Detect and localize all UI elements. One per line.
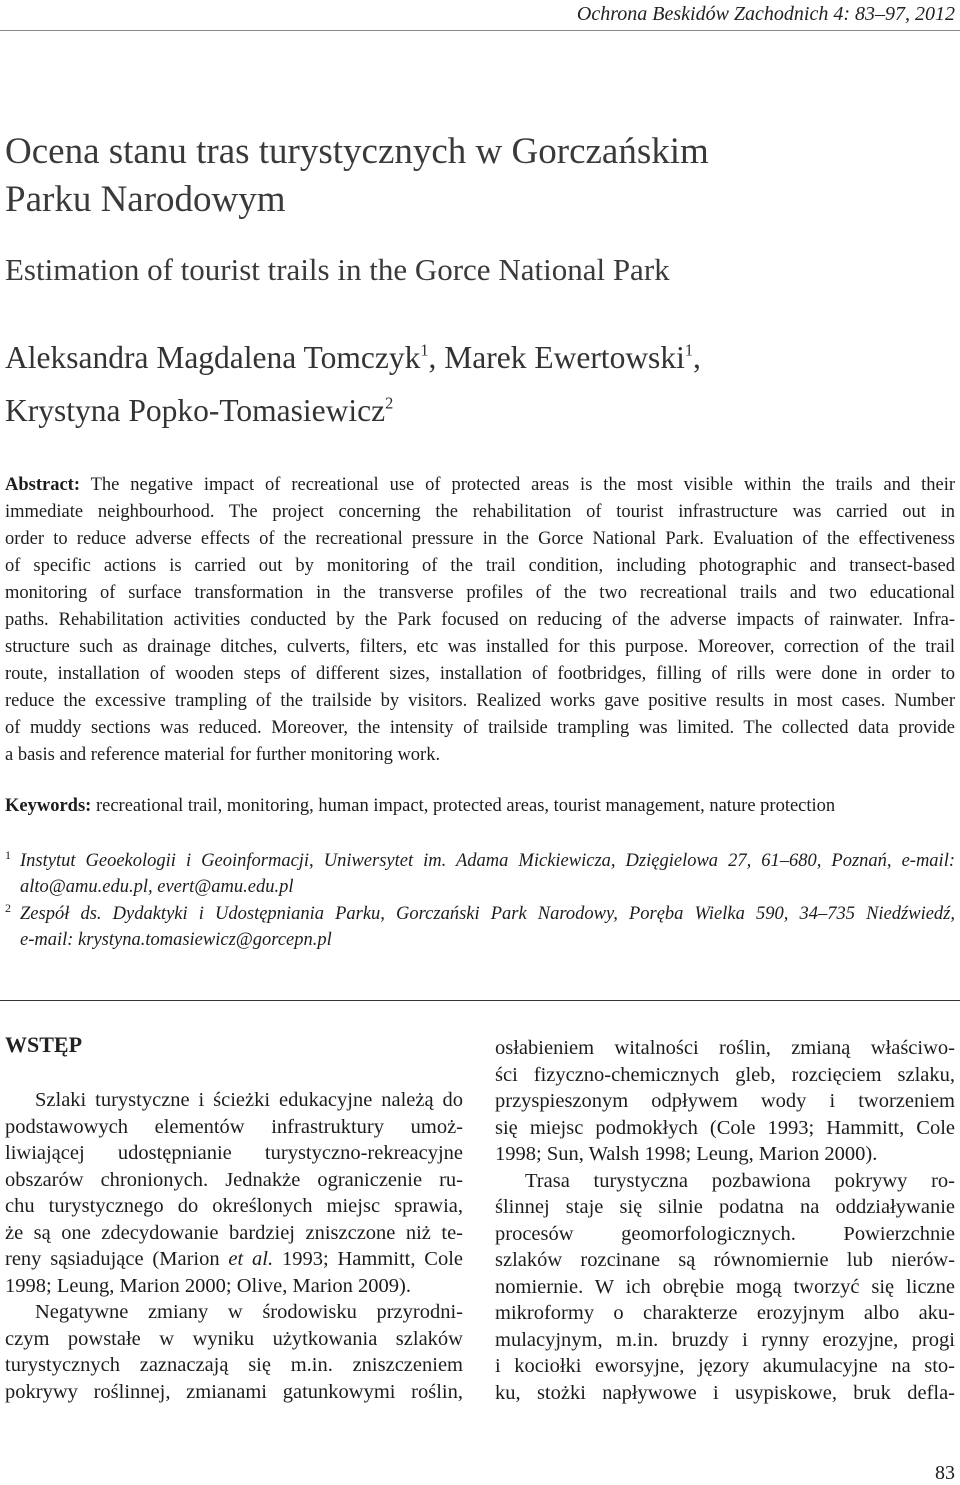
body-line: czym powstałe w wyniku użytkowania szlaków bbox=[5, 1327, 463, 1350]
abstract-line: of specific actions is carried out by monitoring of the trail condition, including photographic and transect-based bbox=[5, 556, 955, 576]
affiliation-mark: 2 bbox=[385, 393, 394, 413]
affiliation-footnotes bbox=[5, 848, 955, 953]
body-line: przyspieszonym odpływem wody i tworzeniem bbox=[495, 1090, 955, 1112]
footnote-mark: 1 bbox=[5, 848, 11, 862]
body-line: się miejsc podmokłych (Cole 1993; Hammitt, Cole bbox=[495, 1116, 955, 1139]
paragraph bbox=[5, 1299, 463, 1405]
body-line: nomiernie. W ich obrębie mogą tworzyć się liczne bbox=[495, 1275, 955, 1298]
author-name: Aleksandra Magdalena Tomczyk bbox=[5, 340, 421, 375]
author-name: Krystyna Popko-Tomasiewicz bbox=[5, 393, 386, 428]
abstract-text: The negative impact of recreational use of protected areas is the most visible within the trails and their bbox=[90, 475, 955, 495]
body-line: że są one zdecydowanie bardziej zniszczone niż te- bbox=[5, 1221, 463, 1244]
abstract-line: monitoring of surface transformation in the transverse profiles of the two recreational trails and two educational bbox=[5, 583, 955, 603]
body-line: Szlaki turystyczne i ścieżki edukacyjne należą do bbox=[35, 1089, 463, 1111]
author-list bbox=[5, 331, 955, 437]
section-rule bbox=[0, 1000, 960, 1001]
body-line bbox=[5, 1246, 463, 1273]
footnote bbox=[5, 901, 955, 954]
body-line: chu turystycznego do określonych miejsc sprawia, bbox=[5, 1195, 463, 1217]
author-line bbox=[5, 331, 955, 384]
keywords bbox=[5, 793, 955, 820]
body-line: Negatywne zmiany w środowisku przyrodni- bbox=[35, 1301, 463, 1323]
author-separator: , bbox=[693, 340, 701, 375]
body-text-italic: et al. bbox=[228, 1248, 274, 1270]
body-line: turystycznych zaznaczają się m.in. zniszczeniem bbox=[5, 1354, 463, 1376]
abstract-line: reduce the excessive trampling of the trailside by visitors. Realized works gave positive results in most cases. Number bbox=[5, 691, 955, 711]
body-line: szlaków rozcinane są równomiernie lub nierów- bbox=[495, 1249, 955, 1271]
abstract-label: Abstract: bbox=[5, 475, 81, 495]
article-title-line: Ocena stanu tras turystycznych w Gorczańskim bbox=[5, 131, 709, 172]
abstract-line: structure such as drainage ditches, culverts, filters, etc was installed for this purpose. Moreover, correction of the trail bbox=[5, 637, 955, 657]
left-column bbox=[5, 1087, 463, 1405]
article-title-line: Parku Narodowym bbox=[5, 179, 286, 220]
body-line: podstawowych elementów infrastruktury umoż- bbox=[5, 1115, 463, 1138]
author-line bbox=[5, 384, 955, 437]
body-line: i kociołki eworsyjne, jęzory akumulacyjne na sto- bbox=[495, 1355, 955, 1377]
paragraph bbox=[495, 1035, 955, 1168]
paragraph bbox=[5, 1087, 463, 1299]
footnote-line: e-mail: krystyna.tomasiewicz@gorcepn.pl bbox=[20, 929, 332, 950]
abstract-line: a basis and reference material for further monitoring work. bbox=[5, 745, 441, 765]
abstract-line: order to reduce adverse effects of the recreational pressure in the Gorce National Park. Evaluation of the effectiveness bbox=[5, 529, 955, 549]
abstract bbox=[5, 472, 955, 769]
header-rule bbox=[0, 30, 960, 31]
keywords-label: Keywords: bbox=[5, 796, 92, 816]
footnote-line: Instytut Geoekologii i Geoinformacji, Uniwersytet im. Adama Mickiewicza, Dzięgielowa 27, 61–680, Poznań, e-mail: bbox=[20, 851, 955, 871]
body-text: reny sąsiadujące (Marion bbox=[5, 1248, 220, 1270]
body-line: ślinnej staje się silnie podatna na oddziaływanie bbox=[495, 1196, 955, 1218]
journal-citation: Ochrona Beskidów Zachodnich 4: 83–97, 2012 bbox=[576, 3, 955, 25]
body-text: 1993; Hammitt, Cole bbox=[281, 1248, 463, 1270]
footnote bbox=[5, 848, 955, 901]
abstract-line: of muddy sections was reduced. Moreover, the intensity of trailside trampling was limited. The collected data provide bbox=[5, 718, 955, 738]
paragraph bbox=[495, 1168, 955, 1407]
affiliation-mark: 1 bbox=[420, 340, 429, 360]
keywords-text: recreational trail, monitoring, human impact, protected areas, tourist management, nature protection bbox=[95, 796, 836, 816]
body-line: procesów geomorfologicznych. Powierzchnie bbox=[495, 1222, 955, 1245]
body-line: mikroformy o charakterze erozyjnym albo aku- bbox=[495, 1302, 955, 1324]
body-line: ku, stożki napływowe i usypiskowe, bruk defla- bbox=[495, 1381, 955, 1404]
page-number: 83 bbox=[935, 1462, 955, 1484]
author-separator: , bbox=[428, 340, 437, 375]
body-line: liwiającej udostępnianie turystyczno-rekreacyjne bbox=[5, 1142, 463, 1164]
body-line: obszarów chronionych. Jednakże ograniczenie ru- bbox=[5, 1168, 463, 1191]
article-title bbox=[5, 128, 955, 224]
body-line: ści fizyczno-chemicznych gleb, rozcięciem szlaku, bbox=[495, 1063, 955, 1086]
body-line: osłabieniem witalności roślin, zmianą właściwo- bbox=[495, 1037, 955, 1059]
body-line: mulacyjnym, m.in. bruzdy i rynny erozyjne, progi bbox=[495, 1328, 955, 1351]
body-line: pokrywy roślinnej, zmianami gatunkowymi roślin, bbox=[5, 1380, 463, 1403]
abstract-line: paths. Rehabilitation activities conducted by the Park focused on reducing of the adverse impacts of rainwater. Infra- bbox=[5, 610, 955, 630]
body-line: Trasa turystyczna pozbawiona pokrywy ro- bbox=[525, 1169, 955, 1192]
author-name: Marek Ewertowski bbox=[444, 340, 685, 375]
footnote-mark: 2 bbox=[5, 900, 11, 915]
article-subtitle: Estimation of tourist trails in the Gorce National Park bbox=[5, 252, 670, 287]
abstract-line bbox=[5, 472, 955, 499]
affiliation-mark: 1 bbox=[684, 340, 694, 360]
body-line: 1998; Leung, Marion 2000; Olive, Marion 2009). bbox=[5, 1274, 411, 1297]
right-column bbox=[495, 1035, 955, 1406]
abstract-line: route, installation of wooden steps of different sizes, installation of footbridges, filling of rills were done in order to bbox=[5, 664, 955, 684]
body-line: 1998; Sun, Walsh 1998; Leung, Marion 2000). bbox=[495, 1143, 878, 1165]
footnote-line: Zespół ds. Dydaktyki i Udostępniania Parku, Gorczański Park Narodowy, Poręba Wielka 590, 34–735 Niedźwiedź, bbox=[20, 903, 955, 924]
abstract-line: immediate neighbourhood. The project concerning the rehabilitation of tourist infrastructure was carried out in bbox=[5, 502, 955, 522]
footnote-line: alto@amu.edu.pl, evert@amu.edu.pl bbox=[20, 877, 294, 898]
section-heading: WSTĘP bbox=[5, 1032, 83, 1057]
